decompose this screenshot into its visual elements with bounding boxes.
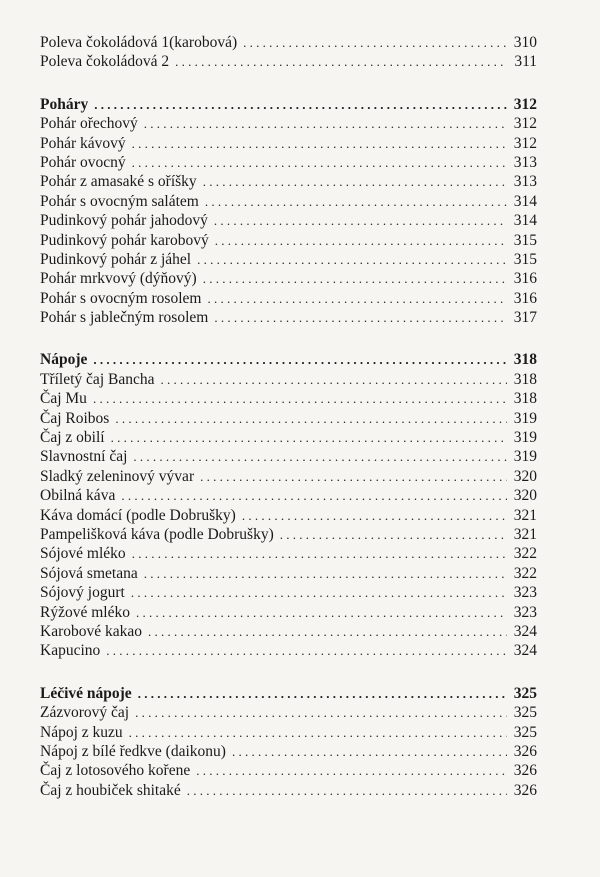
toc-entry (40, 192, 537, 211)
dot-leader (135, 703, 507, 722)
toc-entry-title: Čaj z obilí (40, 429, 105, 447)
toc-entry-title: Slavnostní čaj (40, 448, 128, 466)
toc-entry-title: Pohár ořechový (40, 115, 138, 133)
toc-entry-page: 326 (513, 781, 537, 799)
toc-entry-title: Pohár kávový (40, 134, 126, 152)
toc-entry-title: Čaj Mu (40, 390, 87, 408)
dot-leader (93, 350, 507, 369)
toc-entry-page: 319 (513, 429, 537, 447)
toc-entry-title: Sójové mléko (40, 545, 126, 563)
toc-entry-title: Káva domácí (podle Dobrušky) (40, 506, 236, 524)
dot-leader (214, 211, 507, 230)
toc-entry-page: 312 (513, 115, 537, 133)
toc-entry (40, 308, 537, 327)
toc-heading-title: Léčivé nápoje (40, 684, 132, 702)
toc-entry (40, 370, 537, 389)
dot-leader (115, 409, 507, 428)
toc-entry-title: Nápoj z kuzu (40, 723, 123, 741)
toc-entry-title: Poleva čokoládová 1(karobová) (40, 34, 238, 51)
toc-entry (40, 231, 537, 250)
toc-heading (40, 350, 537, 369)
toc-entry-page: 315 (513, 231, 537, 249)
dot-leader (129, 723, 507, 742)
toc-entry-title: Pohár mrkvový (dýňový) (40, 270, 197, 288)
toc-entry (40, 389, 537, 408)
toc-entry (40, 506, 537, 525)
toc-heading-title: Nápoje (40, 351, 88, 369)
toc-entry (40, 172, 537, 191)
toc-section-lecive-napoje (40, 684, 537, 800)
toc-entry-title: Pampelišková káva (podle Dobrušky) (40, 525, 274, 543)
toc-entry (40, 486, 537, 505)
toc-entry-page: 315 (513, 250, 537, 268)
toc-entry-page: 326 (513, 762, 537, 780)
toc-entry-title: Pohár s ovocným rosolem (40, 289, 202, 307)
toc-entry-title: Tříletý čaj Bancha (40, 370, 155, 388)
dot-leader (242, 506, 507, 525)
toc-entry (40, 723, 537, 742)
toc-entry-page: 326 (513, 742, 537, 760)
toc-entry (40, 467, 537, 486)
toc-entry-page: 316 (513, 289, 537, 307)
toc-entry-page: 320 (513, 467, 537, 485)
toc-entry-page: 319 (513, 448, 537, 466)
dot-leader (93, 389, 507, 408)
toc-entry-page: 313 (513, 173, 537, 191)
toc-entry-title: Sójová smetana (40, 564, 138, 582)
toc-entry (40, 781, 537, 800)
dot-leader (132, 134, 507, 153)
toc-entry (40, 641, 537, 660)
toc-entry-title: Nápoj z bílé ředkve (daikonu) (40, 742, 226, 760)
toc-entry-title: Pudinkový pohár karobový (40, 231, 209, 249)
toc-entry-page: 322 (513, 564, 537, 582)
dot-leader (215, 231, 507, 250)
toc-entry-page: 323 (513, 603, 537, 621)
toc-heading-title: Poháry (40, 95, 89, 113)
toc-entry (40, 289, 537, 308)
toc-entry (40, 114, 537, 133)
toc-section-napoje (40, 350, 537, 660)
toc-entry (40, 211, 537, 230)
toc-entry-title: Čaj z houbiček shitaké (40, 781, 181, 799)
toc-entry-page: 314 (513, 212, 537, 230)
dot-leader (232, 742, 507, 761)
dot-leader (243, 33, 507, 52)
toc-entry-page: 311 (514, 53, 537, 71)
toc-entry-page: 314 (513, 192, 537, 210)
toc-entry (40, 250, 537, 269)
toc-entry-title: Karobové kakao (40, 622, 142, 640)
toc-entry (40, 409, 537, 428)
dot-leader (197, 250, 507, 269)
toc-entry-title: Sladký zeleninový vývar (40, 467, 195, 485)
toc-entry-title: Čaj z lotosového kořene (40, 762, 191, 780)
toc-entry-page: 316 (513, 270, 537, 288)
toc-entry (40, 742, 537, 761)
toc-entry-page: 321 (513, 506, 537, 524)
toc-entry (40, 544, 537, 563)
dot-leader (133, 447, 507, 466)
dot-leader (106, 641, 507, 660)
dot-leader (205, 192, 507, 211)
toc-entry (40, 622, 537, 641)
toc-entry-title: Pohár s jablečným rosolem (40, 309, 209, 327)
toc-entry-title: Pohár z amasaké s oříšky (40, 173, 197, 191)
dot-leader (132, 544, 507, 563)
toc-entry-page: 312 (513, 134, 537, 152)
toc-entry-page: 310 (513, 34, 537, 51)
toc-entry-page: 324 (513, 622, 537, 640)
dot-leader (175, 52, 507, 71)
toc-entry-page: 318 (513, 390, 537, 408)
toc-entry-page: 318 (513, 370, 537, 388)
dot-leader (148, 622, 507, 641)
toc-entry-page: 323 (513, 584, 537, 602)
toc-entry-title: Obilná káva (40, 487, 116, 505)
toc-section-pohary (40, 95, 537, 328)
toc-entry-title: Kapucino (40, 642, 101, 660)
toc-heading (40, 684, 537, 703)
dot-leader (121, 486, 507, 505)
dot-leader (144, 114, 507, 133)
toc-heading-page: 318 (513, 351, 537, 369)
toc-entry (40, 447, 537, 466)
toc-entry (40, 603, 537, 622)
dot-leader (94, 95, 507, 114)
toc-entry (40, 33, 537, 52)
toc-entry-title: Pudinkový pohár jahodový (40, 212, 208, 230)
toc-entry-title: Sójový jogurt (40, 584, 125, 602)
dot-leader (160, 370, 507, 389)
dot-leader (138, 684, 507, 703)
toc-entry (40, 703, 537, 722)
toc-entry-title: Poleva čokoládová 2 (40, 53, 170, 71)
toc-entry (40, 525, 537, 544)
toc-heading-page: 312 (513, 95, 537, 113)
dot-leader (131, 583, 507, 602)
toc-entry-page: 325 (513, 723, 537, 741)
toc-entry-page: 313 (513, 153, 537, 171)
toc-entry-page: 320 (513, 487, 537, 505)
dot-leader (111, 428, 507, 447)
toc-heading (40, 95, 537, 114)
toc-section-poleva (40, 33, 537, 72)
dot-leader (144, 564, 507, 583)
dot-leader (200, 467, 507, 486)
toc-entry-title: Pudinkový pohár z jáhel (40, 250, 192, 268)
toc-entry (40, 583, 537, 602)
toc-entry-title: Pohár s ovocným salátem (40, 192, 199, 210)
toc-heading-page: 325 (513, 684, 537, 702)
toc-entry (40, 564, 537, 583)
toc-entry-title: Rýžové mléko (40, 603, 130, 621)
toc-entry-page: 325 (513, 704, 537, 722)
dot-leader (196, 761, 507, 780)
dot-leader (136, 603, 507, 622)
toc-entry-title: Zázvorový čaj (40, 704, 130, 722)
dot-leader (132, 153, 507, 172)
toc-entry-title: Čaj Roibos (40, 409, 110, 427)
toc-entry (40, 428, 537, 447)
toc-entry-page: 322 (513, 545, 537, 563)
dot-leader (203, 172, 507, 191)
dot-leader (203, 269, 507, 288)
toc-entry-page: 317 (513, 309, 537, 327)
toc-entry (40, 134, 537, 153)
dot-leader (214, 308, 507, 327)
toc-entry-page: 324 (513, 642, 537, 660)
toc-entry-title: Pohár ovocný (40, 153, 126, 171)
toc-entry (40, 761, 537, 780)
dot-leader (187, 781, 507, 800)
toc-entry (40, 269, 537, 288)
dot-leader (280, 525, 507, 544)
dot-leader (207, 289, 507, 308)
table-of-contents (40, 33, 537, 823)
toc-entry (40, 153, 537, 172)
toc-entry (40, 52, 537, 71)
toc-entry-page: 319 (513, 409, 537, 427)
toc-entry-page: 321 (513, 525, 537, 543)
